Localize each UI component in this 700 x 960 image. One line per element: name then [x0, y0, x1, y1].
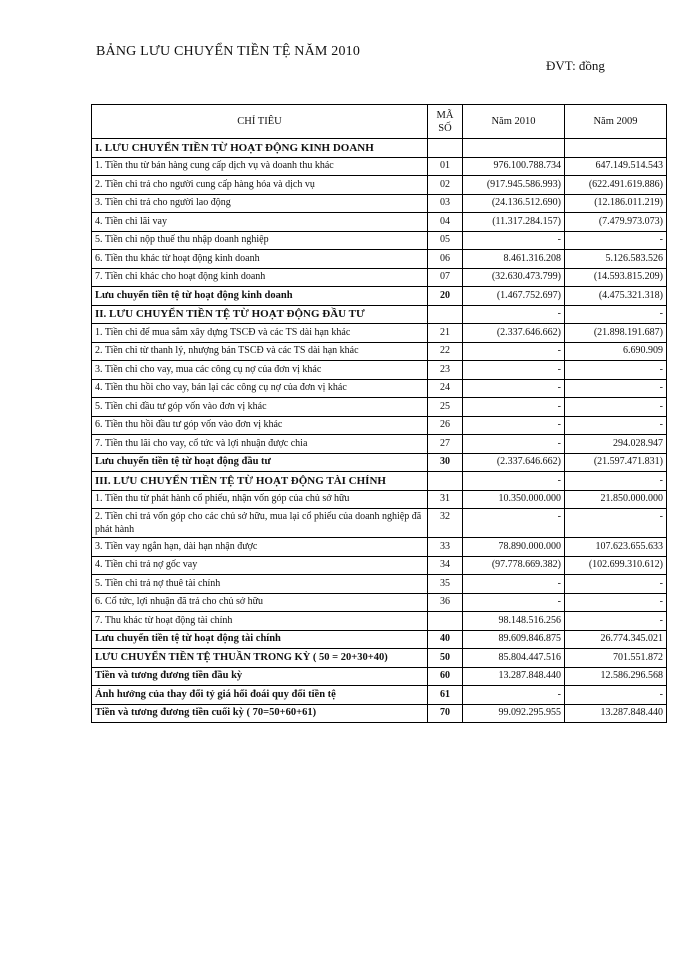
row-value-2010: 976.100.788.734	[463, 157, 565, 176]
row-name: 7. Tiền chi khác cho hoạt động kinh doanh	[92, 268, 428, 287]
row-value-2009: 647.149.514.543	[565, 157, 667, 176]
row-value-2009: -	[565, 398, 667, 417]
row-value-2009: (4.475.321.318)	[565, 287, 667, 306]
row-value-2009: -	[565, 305, 667, 324]
row-value-2010: (32.630.473.799)	[463, 268, 565, 287]
table-row	[92, 472, 667, 491]
row-value-2010: 85.804.447.516	[463, 649, 565, 668]
row-value-2010: (2.337.646.662)	[463, 324, 565, 343]
row-value-2010: (1.467.752.697)	[463, 287, 565, 306]
row-value-2009: -	[565, 379, 667, 398]
header-code: MÃ SỐ	[428, 105, 463, 139]
row-value-2010: 10.350.000.000	[463, 490, 565, 509]
row-code: 07	[428, 268, 463, 287]
table-row	[92, 139, 667, 158]
table-row	[92, 509, 667, 538]
row-value-2010: -	[463, 231, 565, 250]
table-row	[92, 398, 667, 417]
table-header-row	[92, 105, 667, 139]
row-value-2009: (622.491.619.886)	[565, 176, 667, 195]
table-row	[92, 704, 667, 723]
row-name: I. LƯU CHUYỂN TIỀN TỪ HOẠT ĐỘNG KINH DOANH	[92, 139, 428, 158]
row-value-2009: (14.593.815.209)	[565, 268, 667, 287]
table-row	[92, 416, 667, 435]
table-row	[92, 612, 667, 631]
table-row	[92, 157, 667, 176]
row-value-2009: -	[565, 361, 667, 380]
row-name: 5. Tiền chi nộp thuế thu nhập doanh nghiệp	[92, 231, 428, 250]
row-name: 4. Tiền thu hồi cho vay, bán lại các công cụ nợ của đơn vị khác	[92, 379, 428, 398]
row-code: 33	[428, 538, 463, 557]
row-code: 02	[428, 176, 463, 195]
row-value-2009: 6.690.909	[565, 342, 667, 361]
row-value-2010: -	[463, 593, 565, 612]
row-value-2009: -	[565, 575, 667, 594]
row-code: 40	[428, 630, 463, 649]
row-value-2010: (97.778.669.382)	[463, 556, 565, 575]
row-code: 03	[428, 194, 463, 213]
row-code: 22	[428, 342, 463, 361]
row-value-2010: -	[463, 379, 565, 398]
row-name: 3. Tiền vay ngắn hạn, dài hạn nhận được	[92, 538, 428, 557]
row-name: Tiền và tương đương tiền đầu kỳ	[92, 667, 428, 686]
table-row	[92, 324, 667, 343]
table-row	[92, 379, 667, 398]
page-title: BẢNG LƯU CHUYỂN TIỀN TỆ NĂM 2010	[96, 44, 361, 59]
row-code: 34	[428, 556, 463, 575]
table-row	[92, 490, 667, 509]
row-value-2009: 5.126.583.526	[565, 250, 667, 269]
row-name: LƯU CHUYỂN TIỀN TỆ THUẦN TRONG KỲ ( 50 = 20+30+40)	[92, 649, 428, 668]
row-code: 23	[428, 361, 463, 380]
table-row	[92, 213, 667, 232]
row-value-2010: 8.461.316.208	[463, 250, 565, 269]
row-name: 2. Tiền chi trả vốn góp cho các chủ sở hữu, mua lại cổ phiếu của doanh nghiệp đã phát hành	[92, 509, 428, 538]
row-name: Lưu chuyển tiền tệ từ hoạt động tài chính	[92, 630, 428, 649]
row-value-2009	[565, 139, 667, 158]
row-code: 20	[428, 287, 463, 306]
table-row	[92, 453, 667, 472]
row-code: 01	[428, 157, 463, 176]
row-code: 61	[428, 686, 463, 705]
row-name: 1. Tiền thu từ bán hàng cung cấp dịch vụ và doanh thu khác	[92, 157, 428, 176]
row-code	[428, 139, 463, 158]
table-row	[92, 538, 667, 557]
table-row	[92, 556, 667, 575]
row-name: III. LƯU CHUYỂN TIỀN TỆ TỪ HOẠT ĐỘNG TÀI CHÍNH	[92, 472, 428, 491]
row-code: 30	[428, 453, 463, 472]
row-name: 3. Tiền chi cho vay, mua các công cụ nợ của đơn vị khác	[92, 361, 428, 380]
row-name: 1. Tiền thu từ phát hành cổ phiếu, nhận vốn góp của chủ sở hữu	[92, 490, 428, 509]
row-value-2009: 13.287.848.440	[565, 704, 667, 723]
table-row	[92, 342, 667, 361]
row-code: 24	[428, 379, 463, 398]
row-name: II. LƯU CHUYỂN TIỀN TỆ TỪ HOẠT ĐỘNG ĐẦU TƯ	[92, 305, 428, 324]
row-value-2010: -	[463, 416, 565, 435]
row-value-2009: 701.551.872	[565, 649, 667, 668]
row-value-2010: 98.148.516.256	[463, 612, 565, 631]
row-value-2009: 12.586.296.568	[565, 667, 667, 686]
row-value-2010: 99.092.295.955	[463, 704, 565, 723]
row-value-2009: -	[565, 416, 667, 435]
row-name: Lưu chuyển tiền tệ từ hoạt động kinh doanh	[92, 287, 428, 306]
table-row	[92, 686, 667, 705]
row-code: 27	[428, 435, 463, 454]
table-row	[92, 630, 667, 649]
row-value-2009: (102.699.310.612)	[565, 556, 667, 575]
row-value-2009: (12.186.011.219)	[565, 194, 667, 213]
row-code: 50	[428, 649, 463, 668]
row-value-2010: (2.337.646.662)	[463, 453, 565, 472]
row-code: 70	[428, 704, 463, 723]
row-code: 60	[428, 667, 463, 686]
row-value-2009: -	[565, 612, 667, 631]
table-row	[92, 231, 667, 250]
row-name: 7. Tiền thu lãi cho vay, cổ tức và lợi nhuận được chia	[92, 435, 428, 454]
row-value-2010: -	[463, 435, 565, 454]
row-value-2009: -	[565, 231, 667, 250]
row-value-2010: -	[463, 575, 565, 594]
row-name: Tiền và tương đương tiền cuối kỳ ( 70=50+60+61)	[92, 704, 428, 723]
row-name: 6. Tiền thu khác từ hoạt động kinh doanh	[92, 250, 428, 269]
table-row	[92, 575, 667, 594]
row-value-2009: 21.850.000.000	[565, 490, 667, 509]
row-value-2010: -	[463, 509, 565, 538]
table-row	[92, 176, 667, 195]
row-value-2010: 78.890.000.000	[463, 538, 565, 557]
table-row	[92, 305, 667, 324]
row-name: 1. Tiền chi để mua sắm xây dựng TSCĐ và các TS dài hạn khác	[92, 324, 428, 343]
row-value-2010: (917.945.586.993)	[463, 176, 565, 195]
row-value-2009: -	[565, 509, 667, 538]
row-code: 36	[428, 593, 463, 612]
row-name: 4. Tiền chi lãi vay	[92, 213, 428, 232]
row-code: 32	[428, 509, 463, 538]
row-name: 7. Thu khác từ hoạt động tài chính	[92, 612, 428, 631]
row-name: 2. Tiền chi trả cho người cung cấp hàng hóa và dịch vụ	[92, 176, 428, 195]
row-value-2009: -	[565, 472, 667, 491]
row-name: 5. Tiền chi đầu tư góp vốn vào đơn vị khác	[92, 398, 428, 417]
row-name: 5. Tiền chi trả nợ thuê tài chính	[92, 575, 428, 594]
row-name: 2. Tiền chi từ thanh lý, nhượng bán TSCĐ và các TS dài hạn khác	[92, 342, 428, 361]
table-row	[92, 250, 667, 269]
header-year-2009: Năm 2009	[565, 105, 667, 139]
row-value-2009: -	[565, 593, 667, 612]
row-code	[428, 305, 463, 324]
row-code: 25	[428, 398, 463, 417]
row-value-2010	[463, 139, 565, 158]
row-code: 26	[428, 416, 463, 435]
row-code: 06	[428, 250, 463, 269]
row-value-2010: 89.609.846.875	[463, 630, 565, 649]
row-name: 6. Cổ tức, lợi nhuận đã trả cho chủ sở hữu	[92, 593, 428, 612]
row-value-2010: -	[463, 361, 565, 380]
row-code: 21	[428, 324, 463, 343]
row-value-2009: (21.898.191.687)	[565, 324, 667, 343]
row-value-2010: -	[463, 472, 565, 491]
row-value-2009: 107.623.655.633	[565, 538, 667, 557]
row-value-2009: -	[565, 686, 667, 705]
row-value-2009: (7.479.973.073)	[565, 213, 667, 232]
row-value-2010: 13.287.848.440	[463, 667, 565, 686]
table-row	[92, 361, 667, 380]
row-code: 05	[428, 231, 463, 250]
row-name: 4. Tiền chi trả nợ gốc vay	[92, 556, 428, 575]
table-row	[92, 667, 667, 686]
row-code: 35	[428, 575, 463, 594]
table-row	[92, 194, 667, 213]
header-year-2010: Năm 2010	[463, 105, 565, 139]
row-value-2009: (21.597.471.831)	[565, 453, 667, 472]
row-code: 31	[428, 490, 463, 509]
row-value-2009: 26.774.345.021	[565, 630, 667, 649]
table-row	[92, 287, 667, 306]
row-name: Ảnh hưởng của thay đổi tỷ giá hối đoái quy đổi tiền tệ	[92, 686, 428, 705]
row-code: 04	[428, 213, 463, 232]
row-name: Lưu chuyển tiền tệ từ hoạt động đầu tư	[92, 453, 428, 472]
table-row	[92, 593, 667, 612]
row-value-2010: -	[463, 686, 565, 705]
table-row	[92, 649, 667, 668]
header-name: CHỈ TIÊU	[92, 105, 428, 139]
row-value-2010: -	[463, 398, 565, 417]
row-code	[428, 472, 463, 491]
table-row	[92, 268, 667, 287]
unit-label: ĐVT: đồng	[546, 58, 605, 73]
row-name: 3. Tiền chi trả cho người lao động	[92, 194, 428, 213]
row-value-2009: 294.028.947	[565, 435, 667, 454]
row-value-2010: (24.136.512.690)	[463, 194, 565, 213]
row-value-2010: (11.317.284.157)	[463, 213, 565, 232]
table-row	[92, 435, 667, 454]
row-name: 6. Tiền thu hồi đầu tư góp vốn vào đơn vị khác	[92, 416, 428, 435]
row-code	[428, 612, 463, 631]
cash-flow-table	[91, 104, 667, 723]
row-value-2010: -	[463, 305, 565, 324]
row-value-2010: -	[463, 342, 565, 361]
